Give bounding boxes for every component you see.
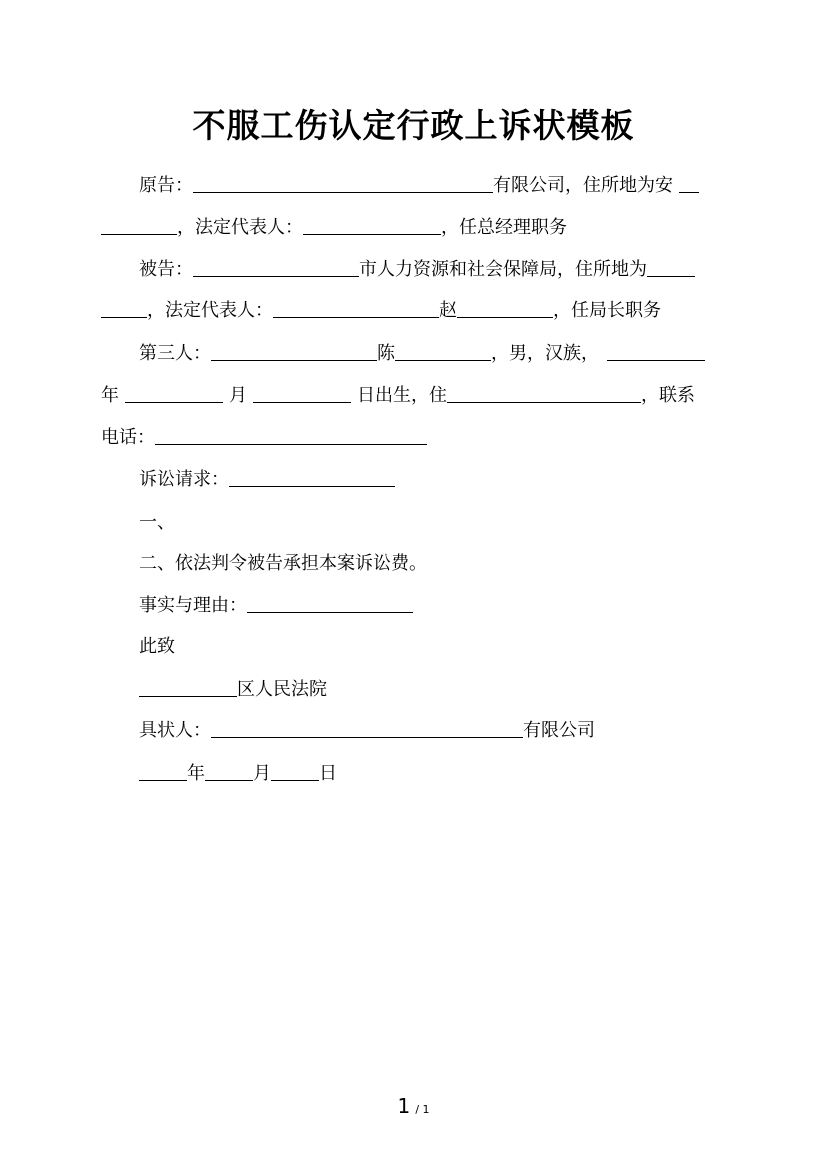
claims-blank	[229, 466, 395, 487]
court-line	[139, 676, 327, 704]
birth-month-label: 月	[229, 385, 247, 406]
third-party-info: ，男，汉族，	[491, 343, 599, 364]
third-party-address-blank	[447, 382, 641, 403]
plaintiff-company-suffix: 有限公司，住所地为安	[493, 175, 673, 196]
defendant-address-blank-2	[101, 297, 147, 318]
birth-day-label: 日出生，住	[357, 385, 447, 406]
plaintiff-address-blank-2	[101, 214, 177, 235]
birth-day-blank	[253, 382, 351, 403]
third-party-label: 第三人：	[139, 343, 211, 364]
defendant-agency: 市人力资源和社会保障局，住所地为	[359, 259, 647, 280]
plaintiff-label: 原告：	[139, 175, 193, 196]
date-year-blank	[139, 760, 187, 781]
facts-label: 事实与理由：	[139, 595, 247, 616]
third-party-name-blank	[395, 340, 491, 361]
date-month-blank	[205, 760, 253, 781]
plaintiff-line-2	[101, 214, 567, 242]
phone-blank	[155, 424, 427, 445]
defendant-label: 被告：	[139, 259, 193, 280]
court-label: 区人民法院	[237, 679, 327, 700]
plaintiff-rep-blank	[303, 214, 441, 235]
salutation: 此致	[139, 636, 175, 657]
defendant-line	[139, 256, 695, 284]
court-blank	[139, 676, 237, 697]
signer-blank	[211, 717, 523, 738]
defendant-address-blank	[647, 256, 695, 277]
signer-line	[139, 717, 595, 745]
date-day-label: 日	[319, 763, 337, 784]
defendant-city-blank	[193, 256, 359, 277]
date-month-label: 月	[253, 763, 271, 784]
birth-year-label: 年	[101, 385, 119, 406]
birth-month-blank	[125, 382, 223, 403]
date-day-blank	[271, 760, 319, 781]
third-party-line-2	[101, 382, 695, 410]
plaintiff-address-blank	[679, 172, 699, 193]
defendant-rep-role: ，任局长职务	[553, 300, 661, 321]
facts-line	[139, 592, 413, 620]
third-party-line-3	[101, 424, 427, 452]
claims-label: 诉讼请求：	[139, 469, 229, 490]
date-line	[139, 760, 337, 788]
plaintiff-rep-role: ，任总经理职务	[441, 217, 567, 238]
current-page: 1	[397, 1094, 411, 1118]
document-title: 不服工伤认定行政上诉状模板	[192, 106, 635, 145]
claim-item-2: 二、依法判令被告承担本案诉讼费。	[139, 553, 427, 574]
contact-label: ，联系	[641, 385, 695, 406]
facts-blank	[247, 592, 413, 613]
third-party-name: 陈	[377, 343, 395, 364]
claim-item-1: 一、	[139, 512, 175, 533]
defendant-rep-blank	[273, 297, 439, 318]
birth-year-blank	[607, 340, 705, 361]
plaintiff-line	[139, 172, 699, 200]
phone-label: 电话：	[101, 427, 155, 448]
defendant-rep-label: ，法定代表人：	[147, 300, 273, 321]
page-number	[0, 1094, 827, 1118]
plaintiff-name-blank	[193, 172, 493, 193]
defendant-rep-name: 赵	[439, 300, 457, 321]
defendant-rep-blank-2	[457, 297, 553, 318]
total-pages: / 1	[415, 1103, 430, 1116]
date-year-label: 年	[187, 763, 205, 784]
third-party-line	[139, 340, 705, 368]
signer-company-suffix: 有限公司	[523, 720, 595, 741]
signer-label: 具状人：	[139, 720, 211, 741]
plaintiff-rep-label: ，法定代表人：	[177, 217, 303, 238]
defendant-line-2	[101, 297, 661, 325]
third-party-blank	[211, 340, 377, 361]
claims-line	[139, 466, 395, 494]
